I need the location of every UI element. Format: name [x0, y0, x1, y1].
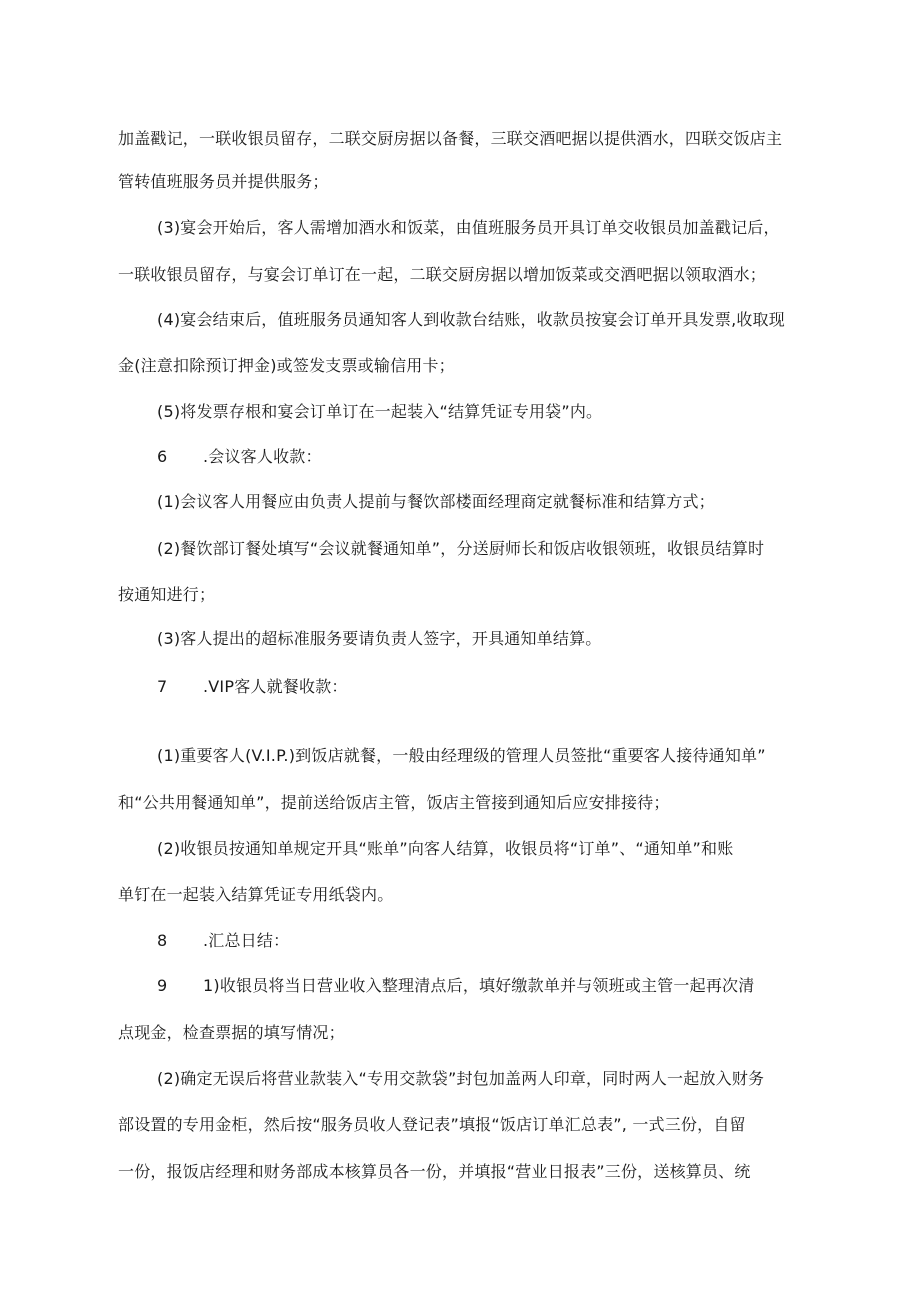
- text-line: 一份，报饭店经理和财务部成本核算员各一份，并填报“营业日报表”三份，送核算员、统: [118, 1162, 751, 1181]
- text-line: 点现金，检查票据的填写情况；: [118, 1023, 345, 1042]
- section-heading: .VIP客人就餐收款：: [203, 677, 348, 696]
- text-line: 和“公共用餐通知单”，提前送给饭店主管，饭店主管接到通知后应安排接待；: [118, 793, 670, 812]
- section-heading: .会议客人收款：: [203, 447, 322, 466]
- text-line: (2)收银员按通知单规定开具“账单”向客人结算，收银员将“订单”、“通知单”和账: [157, 839, 734, 858]
- text-line: (5)将发票存根和宴会订单订在一起装入“结算凭证专用袋”内。: [157, 402, 603, 421]
- text-line: (2)餐饮部订餐处填写“会议就餐通知单”，分送厨师长和饭店收银领班，收银员结算时: [157, 539, 765, 558]
- section-number: 7: [157, 677, 168, 696]
- section-number: 8: [157, 931, 168, 950]
- text-line: 金(注意扣除预订押金)或签发支票或输信用卡；: [118, 356, 455, 375]
- text-line: (3)客人提出的超标准服务要请负责人签字，开具通知单结算。: [157, 629, 602, 648]
- text-line: 管转值班服务员并提供服务；: [118, 172, 329, 191]
- text-line: 一联收银员留存，与宴会订单订在一起，二联交厨房据以增加饭菜或交酒吧据以领取酒水；: [118, 265, 767, 284]
- text-line: (4)宴会结束后，值班服务员通知客人到收款台结账，收款员按宴会订单开具发票,收取现: [157, 310, 785, 329]
- section-number: 6: [157, 447, 168, 466]
- text-line: 加盖戳记，一联收银员留存，二联交厨房据以备餐，三联交酒吧据以提供酒水，四联交饭店主: [118, 129, 783, 148]
- text-line: (2)确定无误后将营业款装入“专用交款袋”封包加盖两人印章，同时两人一起放入财务: [157, 1069, 765, 1088]
- text-line: 单钉在一起装入结算凭证专用纸袋内。: [118, 885, 394, 904]
- text-line: (1)会议客人用餐应由负责人提前与餐饮部楼面经理商定就餐标准和结算方式；: [157, 492, 715, 511]
- text-line: (3)宴会开始后，客人需增加酒水和饭菜，由值班服务员开具订单交收银员加盖戳记后，: [157, 218, 780, 237]
- text-line: 1)收银员将当日营业收入整理清点后，填好缴款单并与领班或主管一起再次清: [203, 976, 755, 995]
- text-line: (1)重要客人(V.I.P.)到饭店就餐，一般由经理级的管理人员签批“重要客人接待通知单”: [157, 746, 766, 765]
- section-number: 9: [157, 976, 168, 995]
- text-line: 部设置的专用金柜，然后按“服务员收人登记表”填报“饭店订单汇总表”, 一式三份，自留: [118, 1115, 746, 1134]
- section-heading: .汇总日结：: [203, 931, 290, 950]
- text-line: 按通知进行；: [118, 585, 216, 604]
